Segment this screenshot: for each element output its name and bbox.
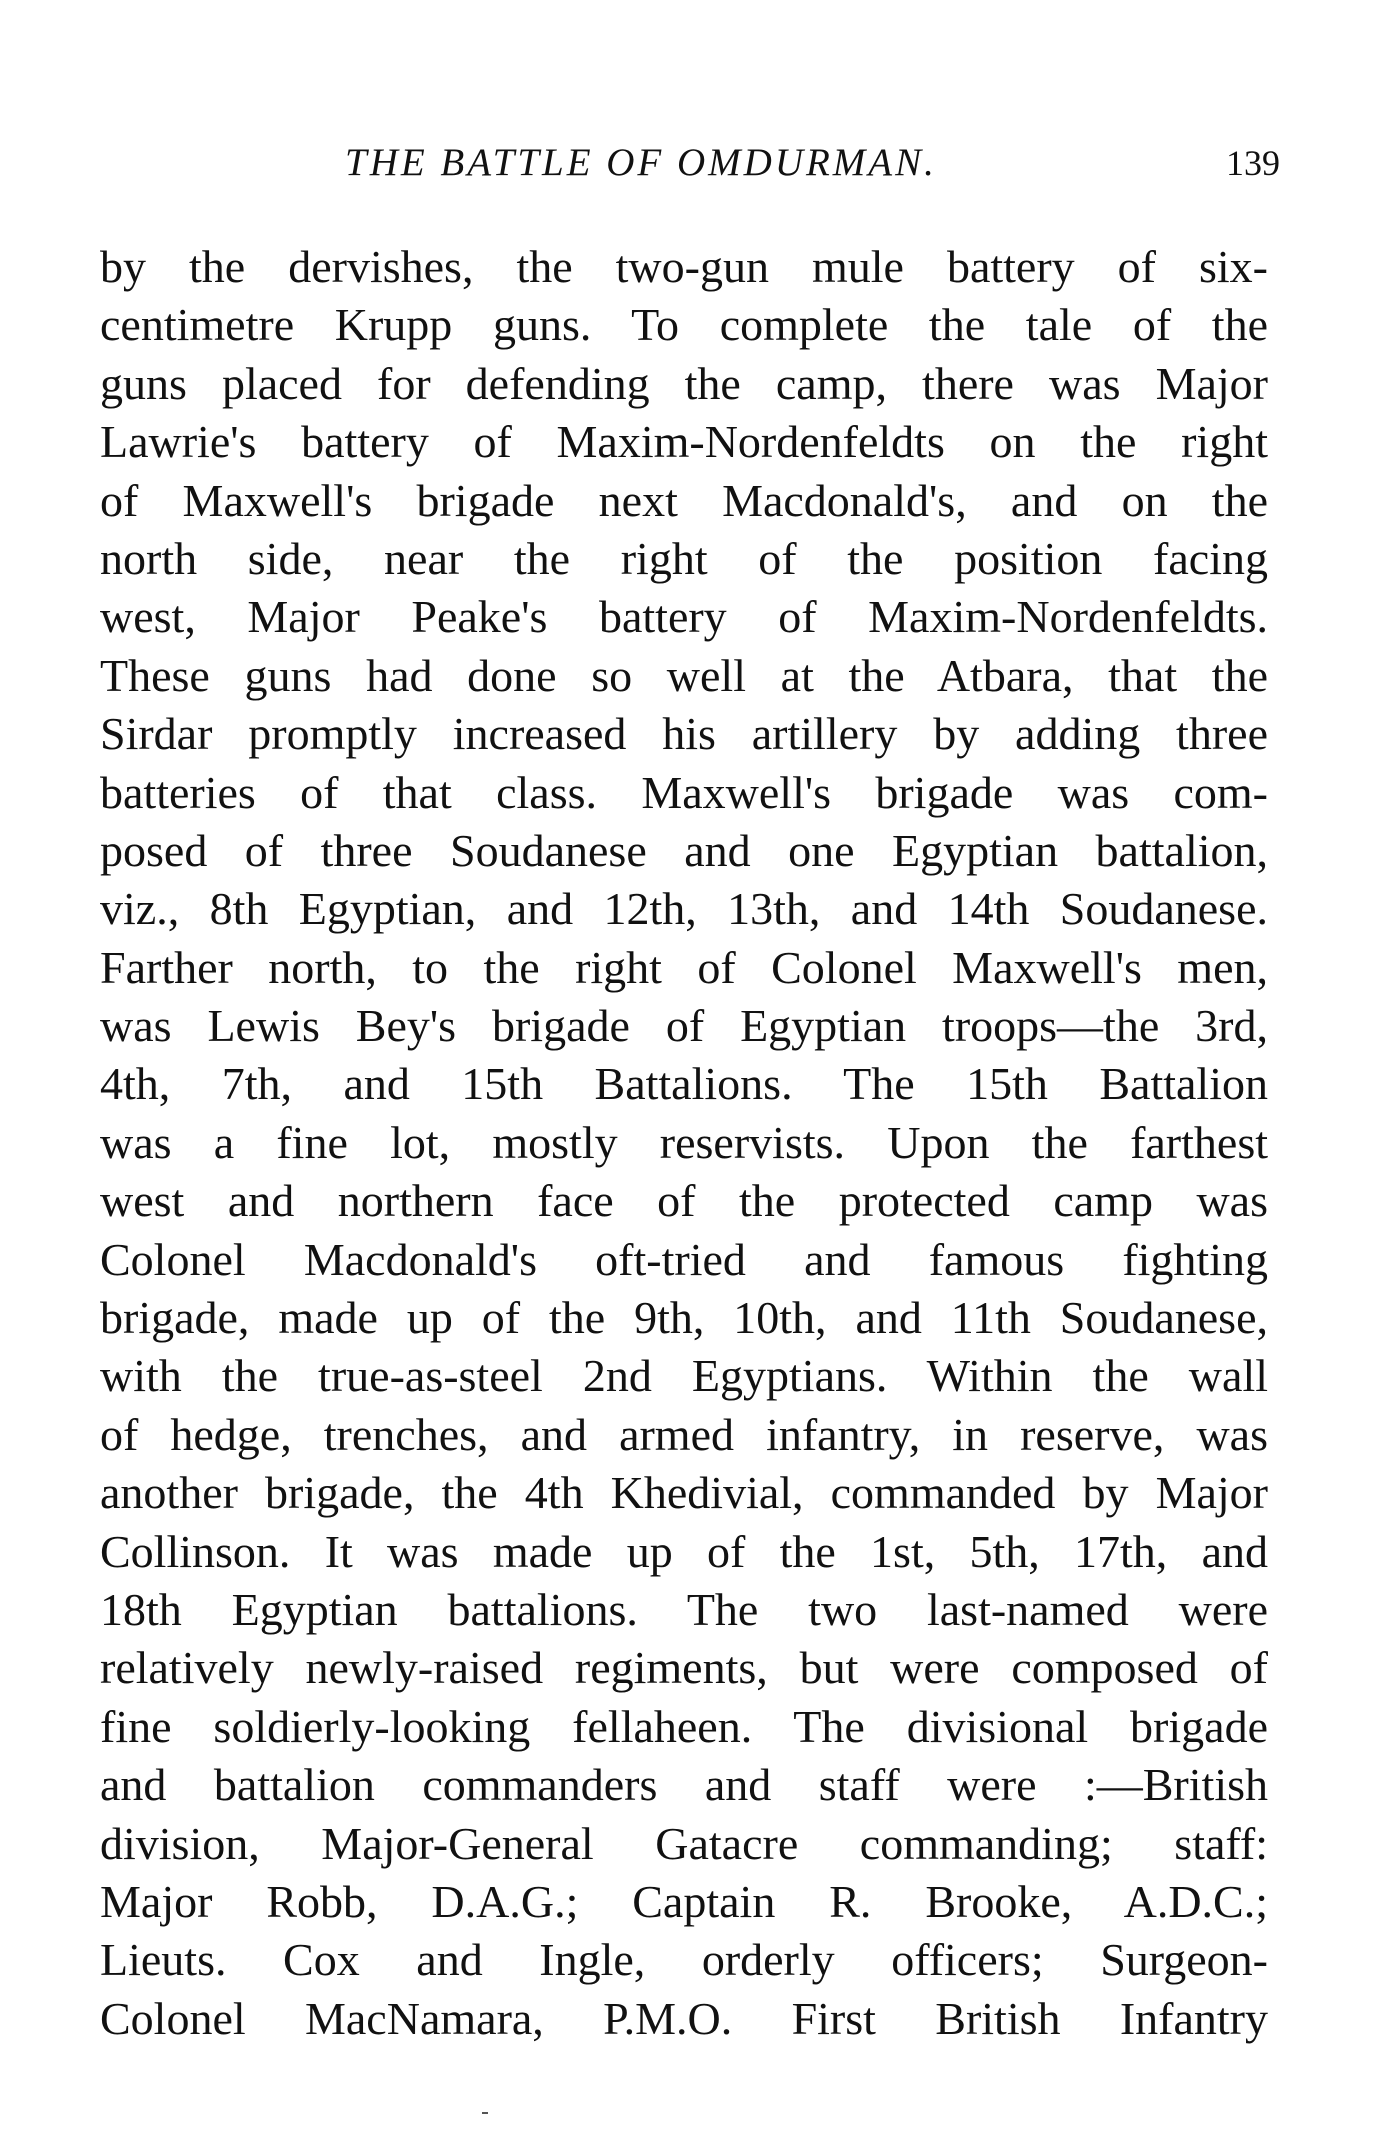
text-line: Collinson. It was made up of the 1st, 5th, 17th, and <box>100 1525 1268 1577</box>
body-text <box>100 238 1268 2048</box>
text-line: Colonel MacNamara, P.M.O. First British Infantry <box>100 1992 1268 2044</box>
text-line: was a fine lot, mostly reservists. Upon the farthest <box>100 1116 1268 1168</box>
running-title: THE BATTLE OF OMDURMAN. <box>345 141 937 184</box>
text-line: and battalion commanders and staff were :—British <box>100 1759 1268 1811</box>
text-line: west, Major Peake's battery of Maxim-Nordenfeldts. <box>100 591 1268 643</box>
text-line: another brigade, the 4th Khedivial, commanded by Major <box>100 1467 1268 1519</box>
text-line: 4th, 7th, and 15th Battalions. The 15th Battalion <box>100 1058 1268 1110</box>
text-line: north side, near the right of the position facing <box>100 532 1268 584</box>
text-line: Colonel Macdonald's oft-tried and famous fighting <box>100 1233 1268 1285</box>
text-line: posed of three Soudanese and one Egyptian battalion, <box>100 824 1268 876</box>
text-line: 18th Egyptian battalions. The two last-named were <box>100 1583 1268 1635</box>
text-line: with the true-as-steel 2nd Egyptians. Within the wall <box>100 1350 1268 1402</box>
text-line: west and northern face of the protected camp was <box>100 1175 1268 1227</box>
page-number: 139 <box>1226 143 1280 183</box>
text-line: centimetre Krupp guns. To complete the tale of the <box>100 299 1268 351</box>
text-line: viz., 8th Egyptian, and 12th, 13th, and 14th Soudanese. <box>100 883 1268 935</box>
text-line: Farther north, to the right of Colonel Maxwell's men, <box>100 941 1268 993</box>
running-head <box>100 140 1280 200</box>
text-line: These guns had done so well at the Atbara, that the <box>100 649 1268 701</box>
print-mark <box>482 2112 488 2114</box>
text-line: relatively newly-raised regiments, but were composed of <box>100 1642 1268 1694</box>
text-line: fine soldierly-looking fellaheen. The divisional brigade <box>100 1700 1268 1752</box>
text-line: of hedge, trenches, and armed infantry, in reserve, was <box>100 1408 1268 1460</box>
text-line: brigade, made up of the 9th, 10th, and 11th Soudanese, <box>100 1292 1268 1344</box>
text-line: of Maxwell's brigade next Macdonald's, and on the <box>100 474 1268 526</box>
text-line: division, Major-General Gatacre commanding; staff: <box>100 1817 1268 1869</box>
text-line: was Lewis Bey's brigade of Egyptian troops—the 3rd, <box>100 1000 1268 1052</box>
text-line: Sirdar promptly increased his artillery by adding three <box>100 708 1268 760</box>
text-line: by the dervishes, the two-gun mule battery of six- <box>100 241 1268 292</box>
text-line: Lawrie's battery of Maxim-Nordenfeldts on the right <box>100 416 1268 468</box>
text-line: Major Robb, D.A.G.; Captain R. Brooke, A.D.C.; <box>100 1875 1268 1927</box>
text-line: guns placed for defending the camp, there was Major <box>100 357 1268 409</box>
text-line: batteries of that class. Maxwell's brigade was com- <box>100 766 1268 818</box>
text-line: Lieuts. Cox and Ingle, orderly officers; Surgeon- <box>100 1934 1268 1986</box>
